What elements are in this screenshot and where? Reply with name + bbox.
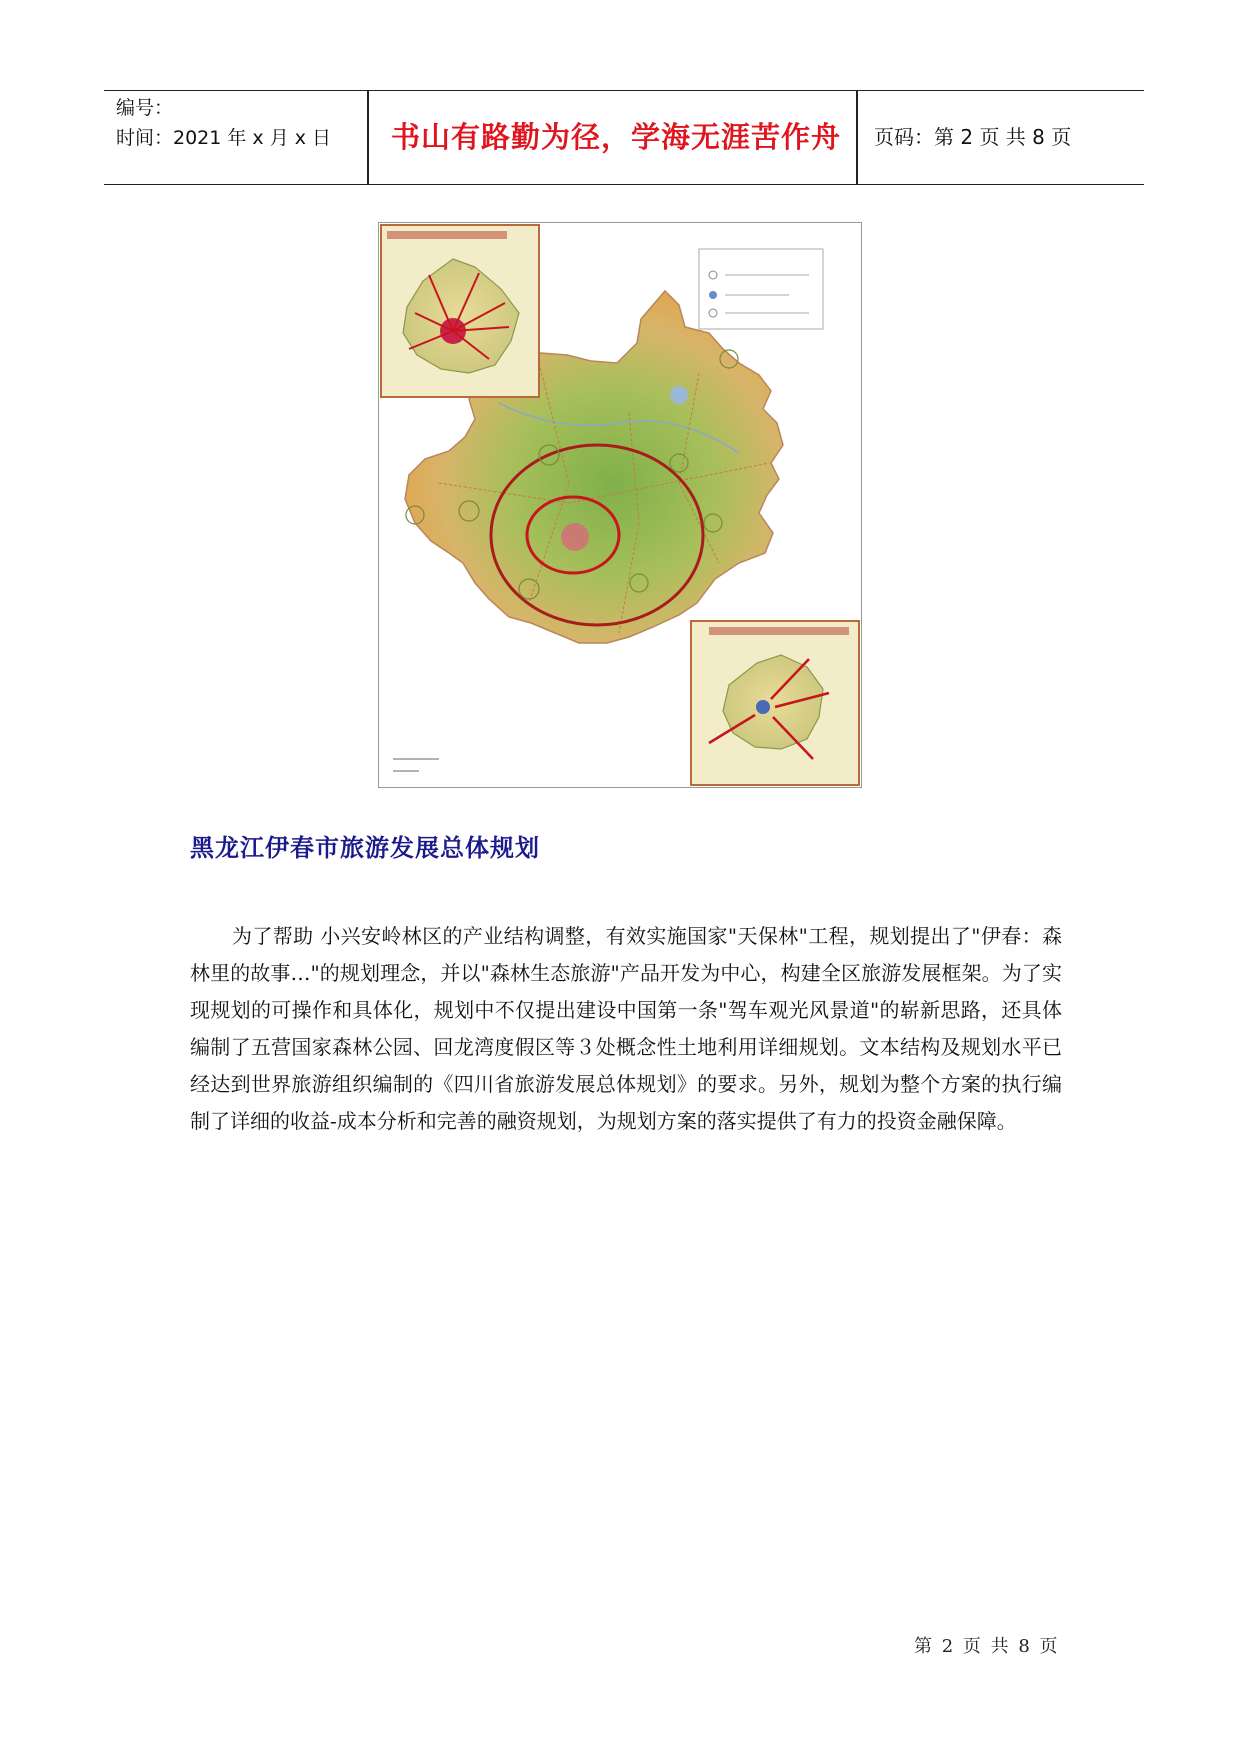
header-divider-right <box>856 91 858 184</box>
map-scale-bar <box>393 759 439 771</box>
section-paragraph: 为了帮助 小兴安岭林区的产业结构调整，有效实施国家"天保林"工程，规划提出了"伊春：森林里的故事…"的规划理念，并以"森林生态旅游"产品开发为中心，构建全区旅游发展框架。为了实现规划的可操作和具体化，规划中不仅提出建设中国第一条"驾车观光风景道"的崭新思路，还具体编制了五营国家森林公园、回龙湾度假区等３处概念性土地利用详细规划。文本结构及规划水平已经达到世界旅游组织编制的《四川省旅游发展总体规划》的要求。另外，规划为整个方案的执行编制了详细的收益-成本分析和完善的融资规划，为规划方案的落实提供了有力的投资金融保障。 <box>190 924 1062 1133</box>
page-footer: 第 2 页 共 8 页 <box>914 1636 1060 1657</box>
planning-map-image <box>379 223 861 787</box>
inset2-core <box>756 700 770 714</box>
inset2-title-bar <box>709 627 849 635</box>
planning-map-figure <box>378 222 862 788</box>
document-number-label: 编号： <box>116 97 174 119</box>
lake-marker <box>670 386 688 404</box>
section-title: 黑龙江伊春市旅游发展总体规划 <box>190 834 540 862</box>
center-core <box>561 523 589 551</box>
document-time-label: 时间：2021 年 x 月 x 日 <box>116 127 332 149</box>
header-page-info: 页码：第 2 页 共 8 页 <box>874 125 1072 149</box>
inset-title-bar <box>387 231 507 239</box>
page-header <box>104 90 1144 185</box>
header-meta <box>116 93 331 153</box>
header-motto: 书山有路勤为径，学海无涯苦作舟 <box>390 120 841 154</box>
map-legend <box>699 249 823 329</box>
